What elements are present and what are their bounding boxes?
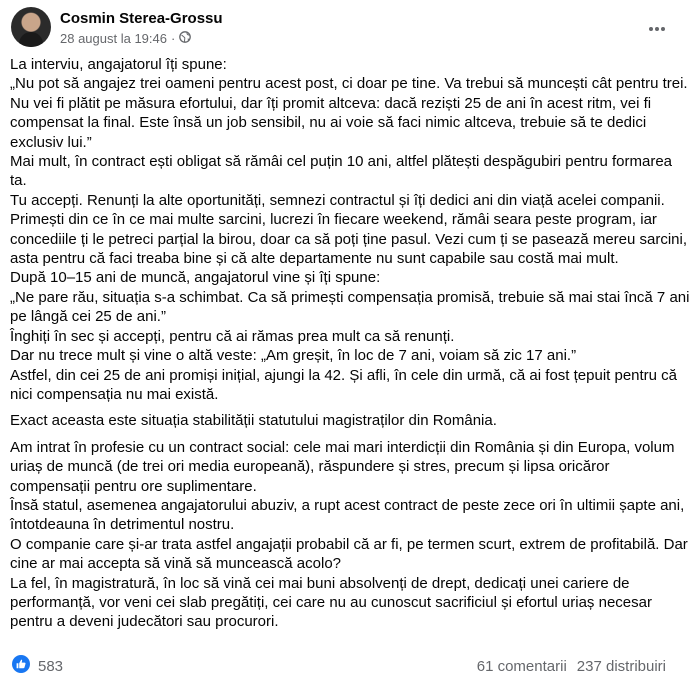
post-paragraph: Exact aceasta este situația stabilității statutului magistraților din România. — [10, 412, 497, 430]
post-timestamp[interactable]: 28 august la 19:46 — [60, 31, 167, 46]
post-paragraph: Înghiți în sec și accepți, pentru că ai rămas prea mult ca să renunți. — [10, 327, 455, 345]
post-header — [10, 4, 690, 50]
post-stats — [477, 658, 666, 675]
post-paragraph: Am intrat în profesie cu un contract social: cele mai mari interdicții din România și din Europa, volum uriaș de muncă (de trei ori media europeană), răspundere și stres, precum și lipsa oricăror compensații pentru ore suplimentare. — [10, 438, 675, 495]
post-paragraph: Însă statul, asemenea angajatorului abuziv, a rupt acest contract de peste zece ori în ultimii șapte ani, întotdeauna în detrimentul nostru. — [10, 496, 685, 534]
post-paragraph: La interviu, angajatorul îți spune: — [10, 56, 227, 73]
post-paragraph: Dar nu trece mult și vine o altă veste: „Am greșit, în loc de 7 ani, voiam să zic 17 ani.” — [10, 347, 577, 365]
post-paragraph: După 10–15 ani de muncă, angajatorul vine și îți spune: — [10, 269, 381, 287]
post-body — [10, 55, 690, 632]
like-icon[interactable] — [10, 655, 30, 677]
avatar[interactable] — [11, 7, 51, 47]
post-meta — [60, 31, 191, 46]
globe-icon — [179, 31, 191, 46]
more-horizontal-icon — [648, 19, 666, 37]
post-footer — [10, 655, 690, 677]
shares-count[interactable]: 237 distribuiri — [576, 657, 666, 675]
reactions-count[interactable]: 583 — [38, 657, 64, 675]
post-paragraph: „Nu pot să angajez trei oameni pentru acest post, ci doar pe tine. Va trebui să muncești cât pentru trei. Nu vei fi plătit pe măsura efortului, dar îți promit altceva: dacă reziști 25 de ani în acest ritm, vei fi compensat la final. Este însă un job sensibil, nu ai voie să faci nimic altceva, trebuie să te dedici exclusiv lui.” — [10, 75, 688, 151]
author-name[interactable]: Cosmin Sterea-Grossu — [60, 10, 223, 27]
post-paragraph: Tu accepți. Renunți la alte oportunități, semnezi contractul și îți dedici ani din viață acelei companii. Primești din ce în ce mai multe sarcini, lucrezi în fiecare weekend, rămâi seara peste program, iar concediile ți le petreci parțial la birou, doar ca să poți ține pasul. Vezi cum ți se pasează mereu sarcini, asta pentru că faci treaba bine și că alte departamente nu sunt capabile sau costă mai mult. — [10, 191, 688, 268]
post-paragraph: La fel, în magistratură, în loc să vină cei mai buni absolvenți de drept, dedicați unei cariere de performanță, vor veni cei slab pregătiți, cei care nu au cunoscut sacrificiul și efortul uriaș necesar pentru a deveni judecători sau procurori. — [10, 574, 652, 631]
more-options-button[interactable] — [642, 13, 672, 43]
post-paragraph: O companie care și-ar trata astfel angajații probabil că ar fi, pe termen scurt, extrem de profitabilă. Dar cine ar mai accepta să vină să muncească acolo? — [10, 535, 688, 573]
post-paragraph: „Ne pare rău, situația s-a schimbat. Ca să primești compensația promisă, trebuie să mai stai încă 7 ani pe lângă cei 25 de ani.” — [10, 288, 690, 326]
post-paragraph: Astfel, din cei 25 de ani promiși inițial, ajungi la 42. Și afli, în cele din urmă, că ai fost țepuit pentru că nici compensația nu mai există. — [10, 366, 678, 403]
meta-separator: · — [170, 31, 176, 46]
comments-count[interactable]: 61 comentarii — [476, 657, 567, 675]
post-paragraph: Mai mult, în contract ești obligat să rămâi cel puțin 10 ani, altfel plătești despăgubiri pentru formarea ta. — [10, 153, 673, 190]
